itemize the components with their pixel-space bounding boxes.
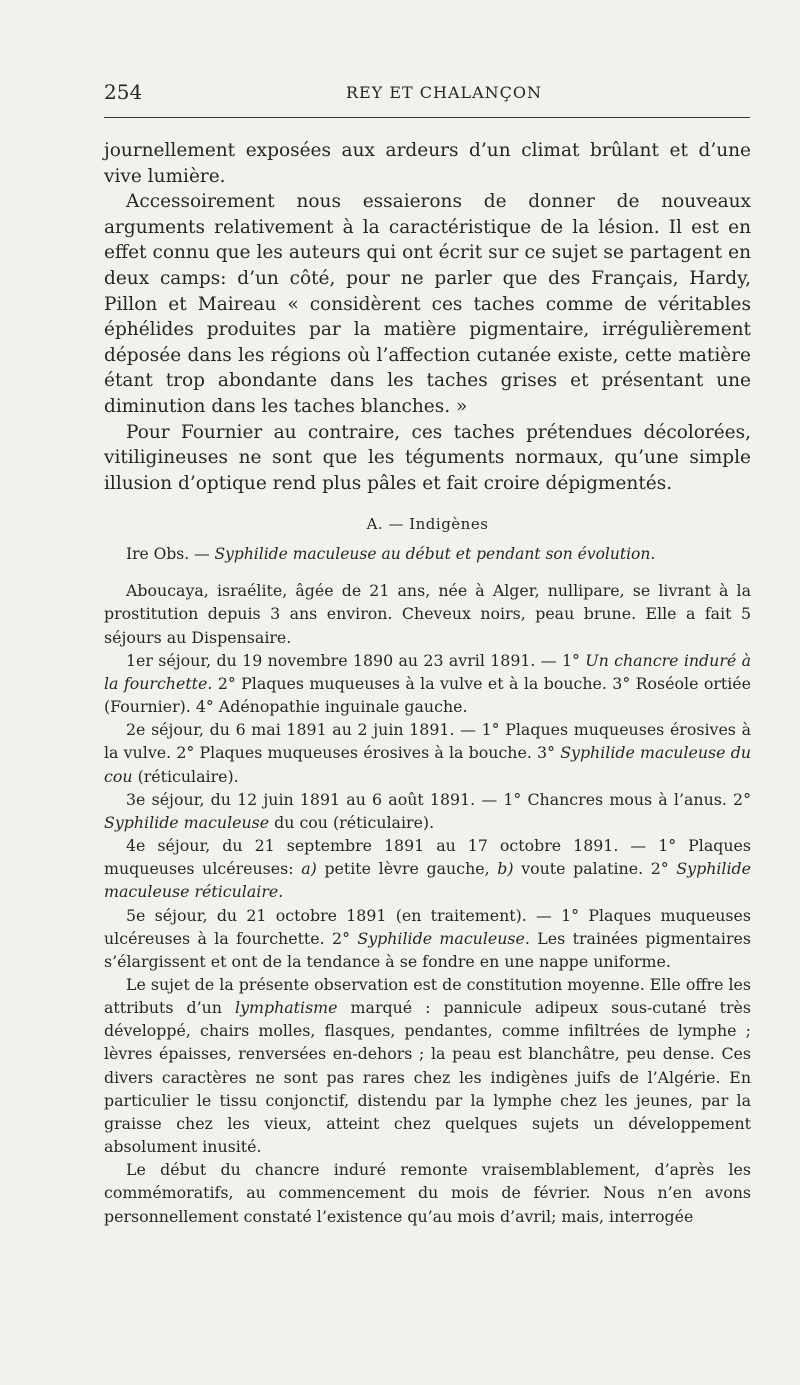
sejour-3-text-b: du cou (réticulaire). (269, 812, 435, 832)
constitution-text-a: Le sujet de la présente observation est de constitution moyenne. Elle offre les attributs d’un (104, 974, 751, 1018)
paragraph-sejour-1 (104, 649, 751, 718)
sejour-3-text-a: 3e séjour, du 12 juin 1891 au 6 août 1891. — 1° Chancres mous à l’anus. 2° (126, 789, 751, 809)
observation-heading (104, 543, 751, 565)
paragraph-fournier: Pour Fournier au contraire, ces taches prétendues décolorées, vitiligineuses ne sont que les téguments normaux, qu’une simple illusion d’optique rend plus pâles et fait croire dépigmentés. (104, 421, 751, 494)
paragraph-continuation: journellement exposées aux ardeurs d’un climat brûlant et d’une vive lumière. (104, 140, 751, 187)
paragraph-sejour-2 (104, 718, 751, 787)
observation-block (104, 579, 751, 1227)
sejour-1-text-b: 2° Plaques muqueuses à la vulve et à la bouche. 3° Roséole ortiée (Fournier). 4° Adénopathie inguinale gauche. (104, 673, 751, 717)
observation-title: Syphilide maculeuse au début et pendant son évolution. (214, 545, 656, 564)
paragraph-accessoirement: Accessoirement nous essaierons de donner de nouveaux arguments relativement à la caractéristique de la lésion. Il est en effet connu que les auteurs qui ont écrit sur ce sujet se partagent en deux camps: d’un côté, pour ne parler que des Français, Hardy, Pillon et Maireau « considèrent ces taches comme de véritables éphélides produites par la matière pigmentaire, irrégulièrement déposée dans les régions où l’affection cutanée existe, cette matière étant trop abondante dans les taches grises et présentant une diminution dans les taches blanches. » (104, 191, 751, 417)
sejour-4-text-a: 4e séjour, du 21 septembre 1891 au 17 octobre 1891. — 1° Plaques muqueuses ulcéreuses: (104, 836, 751, 879)
paragraph-debut: Le début du chancre induré remonte vraisemblablement, d’après les commémoratifs, au commencement du mois de février. Nous n’en avons personnellement constaté l’existence qu’au mois d’avril; mais, interrogée (104, 1160, 751, 1226)
sejour-4-text-b: petite lèvre gauche, (316, 859, 498, 879)
sejour-4-italic-c: Syphilide maculeuse réticulaire. (104, 859, 751, 902)
sejour-3-italic: Syphilide maculeuse (104, 812, 270, 832)
sejour-4-italic-b: b) (497, 859, 514, 879)
sejour-4-text-c: voute palatine. 2° (513, 859, 677, 879)
sejour-2-text-a: 2e séjour, du 6 mai 1891 au 2 juin 1891. — 1° Plaques muqueuses érosives à la vulve. 2° Plaques muqueuses érosives à la bouche. 3° (104, 720, 751, 763)
paragraph-patient: Aboucaya, israélite, âgée de 21 ans, née à Alger, nullipare, se livrant à la prostitution depuis 3 ans environ. Cheveux noirs, peau brune. Elle a fait 5 séjours au Dispensaire. (104, 581, 751, 647)
section-heading-text: A. — Indigènes (366, 515, 489, 534)
sejour-5-text-a: 5e séjour, du 21 octobre 1891 (en traitement). — 1° Plaques muqueuses ulcéreuses à la fourchette. 2° (104, 905, 751, 948)
sejour-5-text-b: Les trainées pigmentaires s’élargissent et ont de la tendance à se fondre en une nappe uniforme. (104, 928, 751, 971)
page-number: 254 (104, 80, 143, 104)
sejour-1-italic: Un chancre induré à la fourchette. (104, 650, 752, 693)
constitution-italic: lymphatisme (235, 998, 338, 1018)
paragraph-constitution (104, 973, 751, 1158)
body-text (104, 138, 751, 1228)
intro-block (104, 138, 751, 496)
paragraph-sejour-4 (104, 834, 751, 903)
sejour-5-italic: Syphilide maculeuse. (357, 928, 530, 948)
sejour-2-text-b: (réticulaire). (132, 766, 239, 786)
paragraph-sejour-5 (104, 904, 751, 973)
observation-number: Ire Obs. — (126, 545, 210, 564)
paragraph-sejour-3 (104, 788, 751, 834)
sejour-1-text-a: 1er séjour, du 19 novembre 1890 au 23 avril 1891. — 1° (126, 650, 586, 670)
running-head (104, 80, 754, 110)
sejour-2-italic: Syphilide maculeuse du cou (104, 743, 751, 786)
constitution-text-b: marqué : pannicule adipeux sous-cutané très développé, chairs molles, flasques, pendantes, comme infiltrées de lymphe ; lèvres épaisses, renversées en-dehors ; la peau est blanchâtre, peu dense. Ces divers caractères ne sont pas rares chez les indigènes juifs de l’Algérie. En particulier le tissu conjonctif, distendu par la lymphe chez les jeunes, par la graisse chez les vieux, atteint chez quelques sujets un développement absolument inusité. (104, 998, 751, 1157)
sejour-4-italic-a: a) (301, 859, 317, 879)
running-title: REY ET CHALANÇON (345, 83, 543, 102)
section-heading (104, 514, 751, 534)
header-rule (104, 117, 750, 118)
